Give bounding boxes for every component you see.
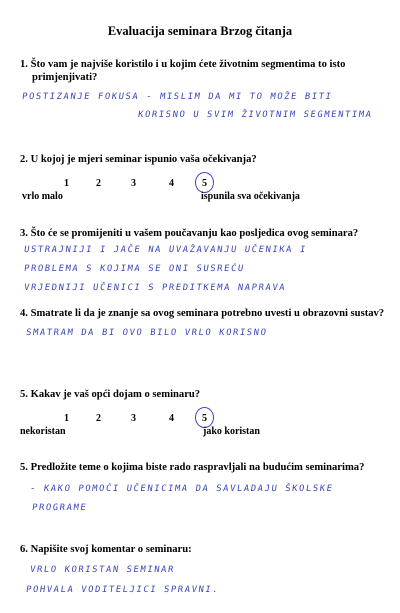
answer-1-line1: POSTIZANJE FOKUSA - MISLIM DA MI TO MOŽE BITI xyxy=(21,92,334,102)
answer-7-line2: POHVALA VODITELJICI SPRAVNI. xyxy=(25,585,220,595)
scale-5-option-1[interactable]: 1 xyxy=(64,413,69,424)
selection-circle xyxy=(195,172,214,193)
question-1-line1: 1. Što vam je najviše koristilo i u kojim ćete životnim segmentima to isto xyxy=(20,59,346,70)
scale-2-option-2[interactable]: 2 xyxy=(96,178,101,189)
answer-3-line1: USTRAJNIJI I JAČE NA UVAŽAVANJU UČENIKA I xyxy=(23,245,308,255)
question-4: 4. Smatrate li da je znanje sa ovog seminara potrebno uvesti u obrazovni sustav? xyxy=(20,308,385,319)
answer-3-line2: PROBLEMA S KOJIMA SE ONI SUSREĆU xyxy=(23,264,246,274)
answer-6-line2: PROGRAME xyxy=(31,503,88,513)
scale-2-option-1[interactable]: 1 xyxy=(64,178,69,189)
question-1-line2: primjenjivati? xyxy=(32,72,98,83)
question-3: 3. Što će se promijeniti u vašem poučavanju kao posljedica ovog seminara? xyxy=(20,228,359,239)
scale-2-option-3[interactable]: 3 xyxy=(131,178,136,189)
answer-3-line3: VRJEDNIJI UČENICI S PREDITKEMA NAPRAVA xyxy=(23,283,287,293)
question-1 xyxy=(20,58,390,84)
scale-5-option-5[interactable]: 5 xyxy=(202,413,207,424)
scale-5-high-label: jako koristan xyxy=(203,426,260,437)
question-5: 5. Kakav je vaš opći dojam o seminaru? xyxy=(20,389,201,400)
question-6: 5. Predložite teme o kojima biste rado raspravljali na budućim seminarima? xyxy=(20,462,365,473)
question-7: 6. Napišite svoj komentar o seminaru: xyxy=(20,544,192,555)
scale-5-option-3[interactable]: 3 xyxy=(131,413,136,424)
question-2: 2. U kojoj je mjeri seminar ispunio vaša očekivanja? xyxy=(20,154,257,165)
scale-2-option-5[interactable]: 5 xyxy=(202,178,207,189)
answer-6-line1: - KAKO POMOĆI UČENICIMA DA SAVLADAJU ŠKOLSKE xyxy=(29,484,335,494)
answer-7-line1: VRLO KORISTAN SEMINAR xyxy=(29,565,176,575)
form-title: Evaluacija seminara Brzog čitanja xyxy=(107,24,293,38)
scale-2-option-4[interactable]: 4 xyxy=(169,178,174,189)
scale-2-high-label: ispunila sva očekivanja xyxy=(201,191,300,202)
scale-5-low-label: nekoristan xyxy=(20,426,66,437)
selection-circle xyxy=(195,407,214,428)
scale-5-option-4[interactable]: 4 xyxy=(169,413,174,424)
scale-5-option-2[interactable]: 2 xyxy=(96,413,101,424)
scale-2-low-label: vrlo malo xyxy=(22,191,63,202)
answer-1-line2: KORISNO U SVIM ŽIVOTNIM SEGMENTIMA xyxy=(137,110,374,120)
answer-4-line1: SMATRAM DA BI OVO BILO VRLO KORISNO xyxy=(25,328,269,338)
